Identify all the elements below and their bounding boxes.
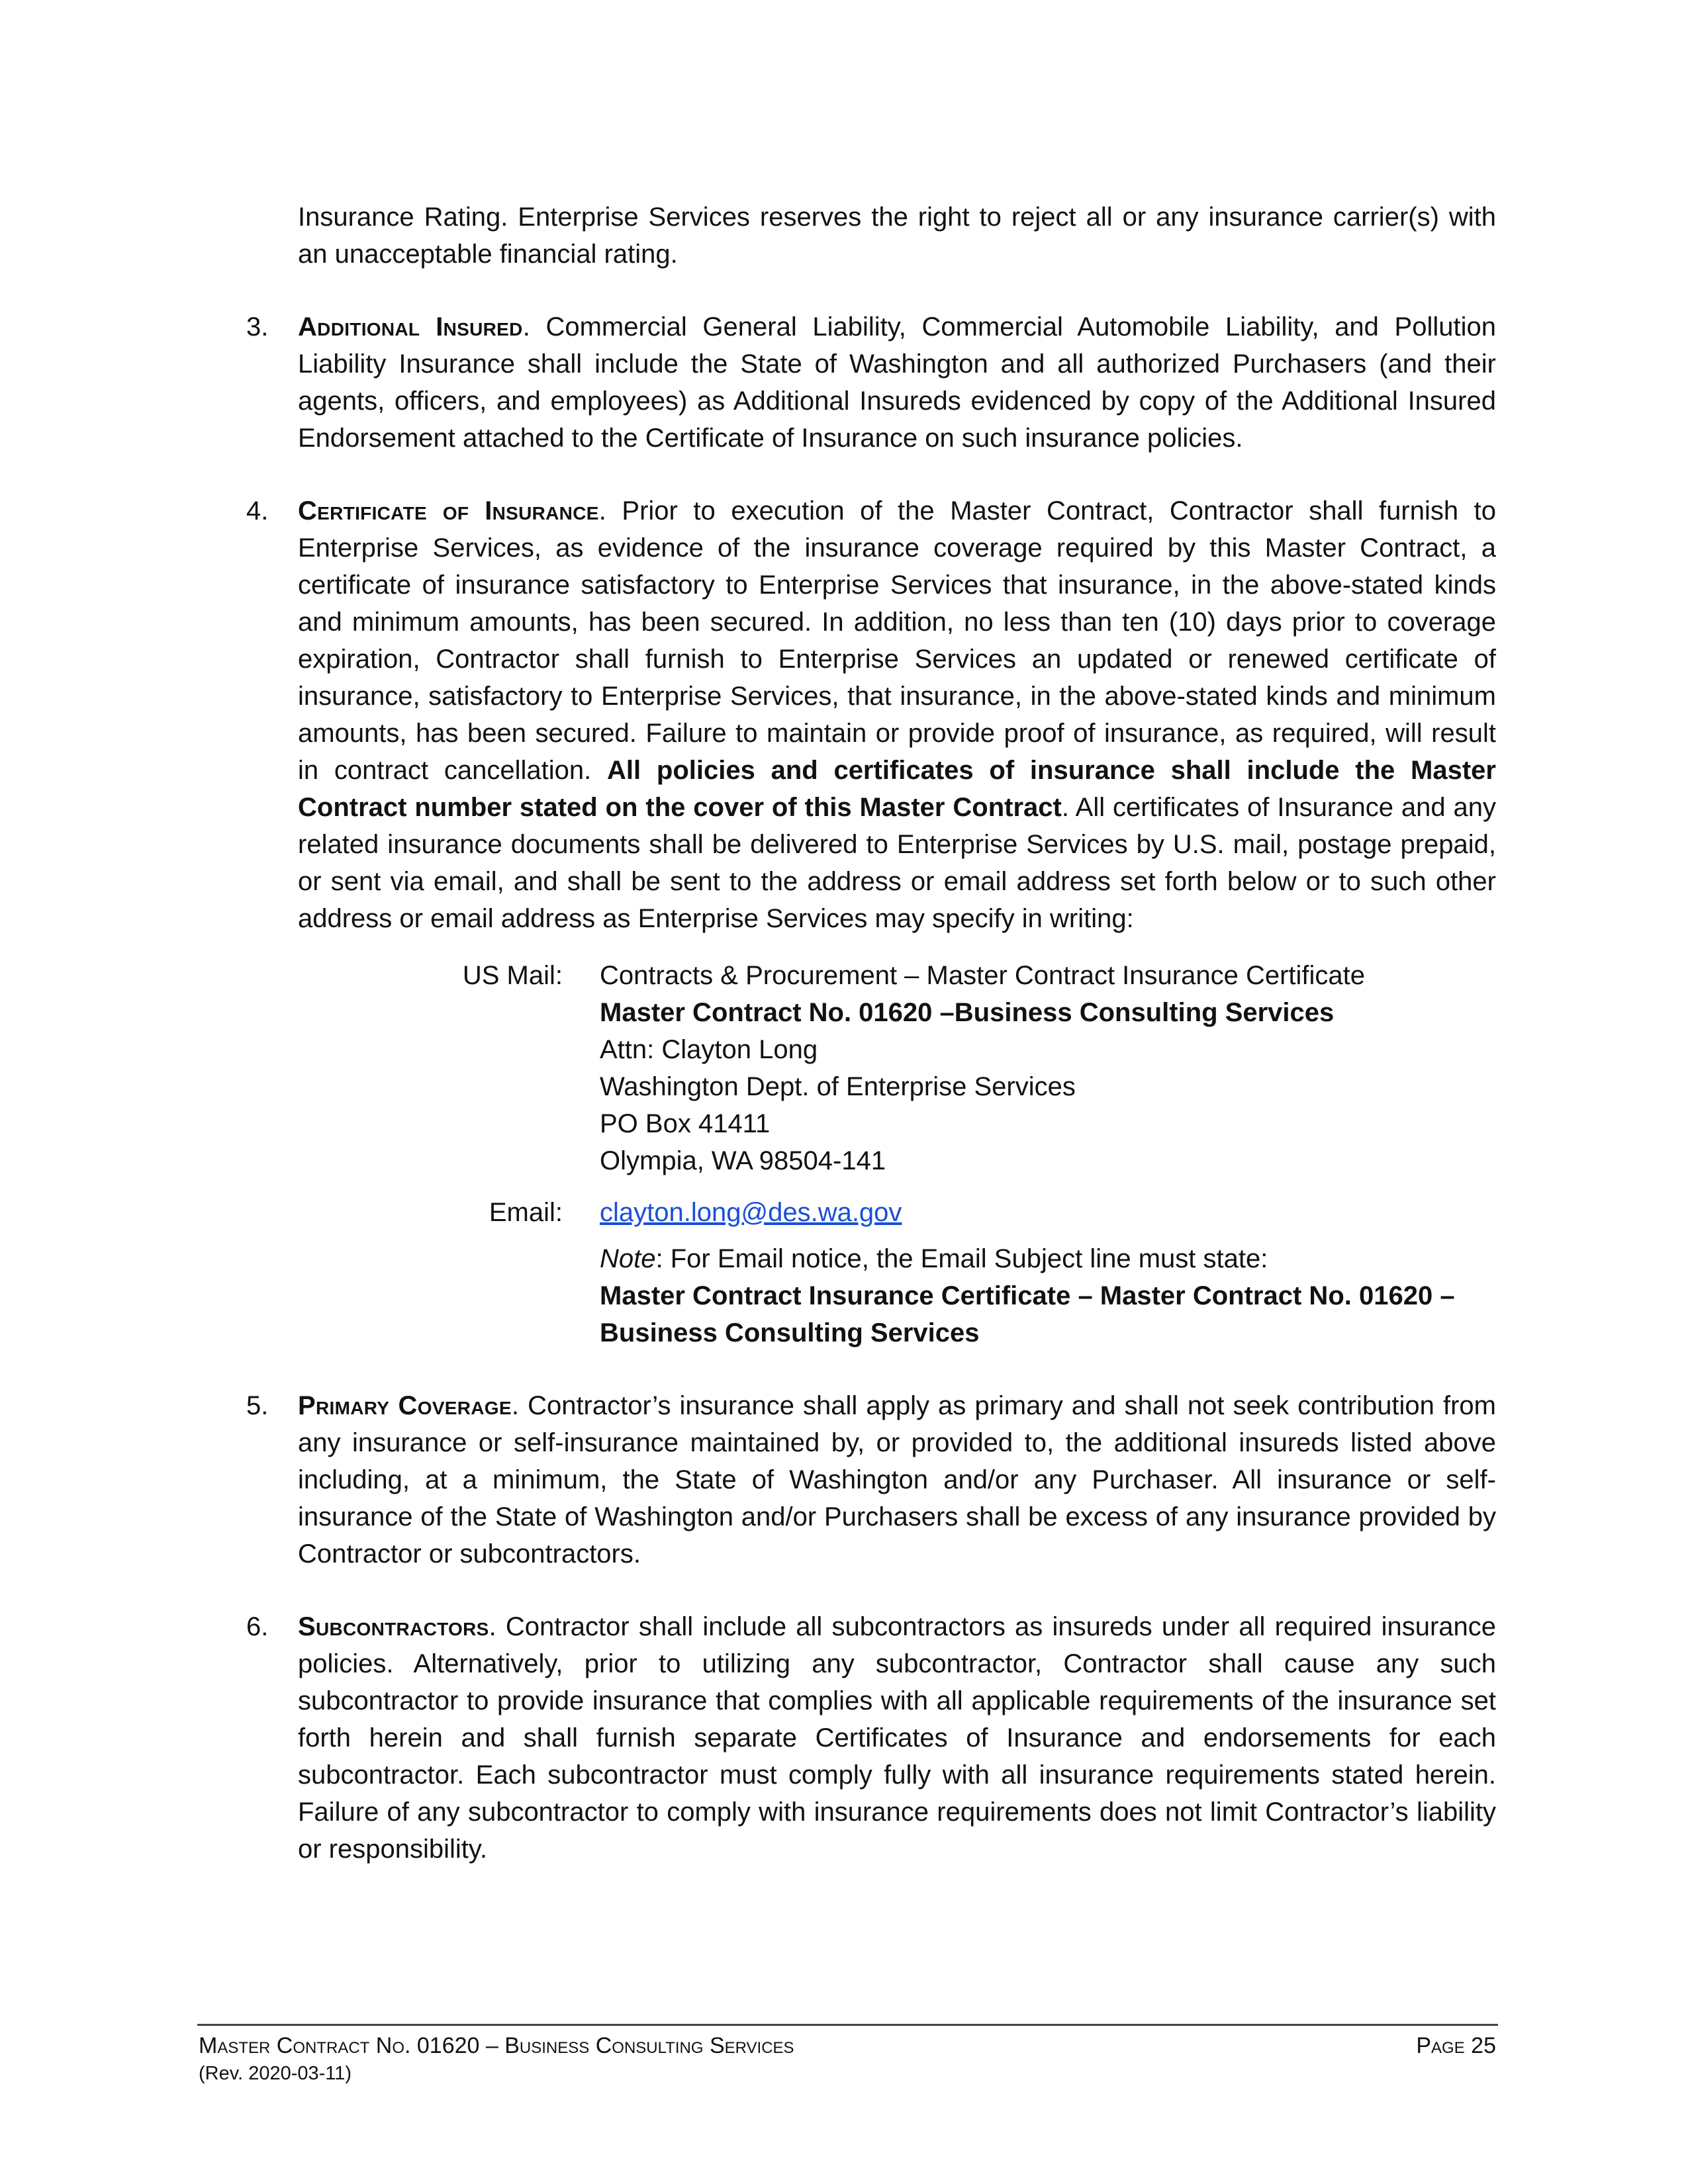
address-line-city: Olympia, WA 98504-141 (600, 1146, 886, 1175)
section-text-continued: All certificates of Insurance and any related insurance documents shall be delivered to Enterprise Services by U.S. mail, postage prepaid, or sent via email, and shall be sent to the address or email address set forth below or to such other address or email address as Enterprise Services may specify in writing: (298, 793, 1496, 933)
section-text: Contractor’s insurance shall apply as primary and shall not seek contribution from any insurance or self-insurance maintained by, or provided to, the additional insureds listed above including, at a minimum, the State of Washington and/or any Purchaser. All insurance or self-insurance of the State of Washington and/or Purchasers shall be excess of any insurance provided by Contractor or subcontractors. (298, 1391, 1496, 1569)
us-mail-label: US Mail: (462, 961, 563, 990)
section-text: Prior to execution of the Master Contract, Contractor shall furnish to Enterprise Services, as evidence of the insurance coverage required by this Master Contract, a certificate of insurance satisfactory to Enterprise Services that insurance, in the above-stated kinds and minimum amounts, has been secured. In addition, no less than ten (10) days prior to coverage expiration, Contractor shall furnish to Enterprise Services an updated or renewed certificate of insurance, satisfactory to Enterprise Services, that insurance, in the above-stated kinds and minimum amounts, has been secured. Failure to maintain or provide proof of insurance, as required, will result in contract cancellation. (298, 496, 1497, 785)
section-certificate-of-insurance (246, 492, 1497, 1351)
document-body (246, 199, 1497, 1868)
address-line-attn: Attn: Clayton Long (600, 1035, 818, 1064)
address-line-po-box: PO Box 41411 (600, 1109, 771, 1138)
section-text: Contractor shall include all subcontractors as insureds under all required insurance policies. Alternatively, prior to utilizing any subcontractor, Contractor shall cause any such subcontractor to provide insurance that complies with all applicable requirements of the insurance set forth herein and shall furnish separate Certificates of Insurance and endorsements for each subcontractor. Each subcontractor must comply fully with all insurance requirements stated herein. Failure of any subcontractor to comply with insurance requirements does not limit Contractor’s liability or responsibility. (298, 1612, 1497, 1864)
section-paragraph: Primary Coverage. Contractor’s insurance shall apply as primary and shall not seek contribution from any insurance or self-insurance maintained by, or provided to, the additional insureds listed above including, at a minimum, the State of Washington and/or any Purchaser. All insurance or self-insurance of the State of Washington and/or Purchasers shall be excess of any insurance provided by Contractor or subcontractors. (298, 1391, 1496, 1569)
section-primary-coverage (246, 1387, 1496, 1572)
note-line (600, 1240, 1496, 1277)
page-number: Page 25 (1416, 2033, 1496, 2058)
intro-paragraph: Insurance Rating. Enterprise Services reserves the right to reject all or any insurance carrier(s) with an unacceptable financial rating. (298, 203, 1496, 269)
note-text: : For Email notice, the Email Subject line must state: (655, 1244, 1268, 1273)
section-heading: Subcontractors (298, 1612, 489, 1641)
note-label: Note (600, 1244, 656, 1273)
section-text: Commercial General Liability, Commercial Automobile Liability, and Pollution Liability Insurance shall include the State of Washington and all authorized Purchasers (and their agents, officers, and employees) as Additional Insureds evidenced by copy of the Additional Insured Endorsement attached to the Certificate of Insurance on such insurance policies. (298, 312, 1496, 453)
delivery-address-block (298, 957, 1496, 1351)
section-subcontractors (246, 1608, 1497, 1868)
us-mail-row (298, 957, 1496, 1179)
section-additional-insured (246, 308, 1496, 457)
email-label: Email: (489, 1198, 563, 1227)
section-heading: Certificate of Insurance (298, 496, 599, 525)
footer-title: Master Contract No. 01620 – Business Consulting Services (199, 2033, 794, 2058)
email-row (298, 1194, 1496, 1351)
section-heading: Additional Insured (298, 312, 523, 341)
email-link[interactable]: clayton.long@des.wa.gov (600, 1198, 902, 1227)
address-line-contract: Master Contract No. 01620 –Business Consulting Services (600, 998, 1335, 1027)
address-line: Contracts & Procurement – Master Contract Insurance Certificate (600, 961, 1366, 990)
address-line-dept: Washington Dept. of Enterprise Services (600, 1072, 1076, 1101)
section-paragraph: Additional Insured. Commercial General Liability, Commercial Automobile Liability, and Pollution Liability Insurance shall include the State of Washington and all authorized Purchasers (and their agents, officers, and employees) as Additional Insureds evidenced by copy of the Additional Insured Endorsement attached to the Certificate of Insurance on such insurance policies. (298, 312, 1496, 453)
section-text-bold: All policies and certificates of insurance shall include the Master Contract number stated on the cover of this Master Contract (298, 756, 1496, 822)
section-paragraph: Subcontractors. Contractor shall include all subcontractors as insureds under all required insurance policies. Alternatively, prior to utilizing any subcontractor, Contractor shall cause any such subcontractor to provide insurance that complies with all applicable requirements of the insurance set forth herein and shall furnish separate Certificates of Insurance and endorsements for each subcontractor. Each subcontractor must comply fully with all insurance requirements stated herein. Failure of any subcontractor to comply with insurance requirements does not limit Contractor’s liability or responsibility. (298, 1612, 1497, 1864)
email-note (600, 1240, 1496, 1351)
section-number: 6. (246, 1612, 269, 1641)
footer-divider (197, 2024, 1498, 2026)
section-heading: Primary Coverage (298, 1391, 512, 1420)
section-number: 4. (246, 496, 269, 525)
section-paragraph: Certificate of Insurance. Prior to execution of the Master Contract, Contractor shall furnish to Enterprise Services, as evidence of the insurance coverage required by this Master Contract, a certificate of insurance satisfactory to Enterprise Services that insurance, in the above-stated kinds and minimum amounts, has been secured. In addition, no less than ten (10) days prior to coverage expiration, Contractor shall furnish to Enterprise Services an updated or renewed certificate of insurance, satisfactory to Enterprise Services, that insurance, in the above-stated kinds and minimum amounts, has been secured. Failure to maintain or provide proof of insurance, as required, will result in contract cancellation. All policies and certificates of insurance shall include the Master Contract number stated on the cover of this Master Contract. All certificates of Insurance and any related insurance documents shall be delivered to Enterprise Services by U.S. mail, postage prepaid, or sent via email, and shall be sent to the address or email address set forth below or to such other address or email address as Enterprise Services may specify in writing: (298, 496, 1497, 933)
section-number: 3. (246, 312, 269, 341)
email-subject-line: Master Contract Insurance Certificate – Master Contract No. 01620 – (600, 1281, 1455, 1310)
email-subject-line: Business Consulting Services (600, 1318, 980, 1347)
section-number: 5. (246, 1391, 269, 1420)
footer-revision: (Rev. 2020-03-11) (199, 2063, 352, 2084)
